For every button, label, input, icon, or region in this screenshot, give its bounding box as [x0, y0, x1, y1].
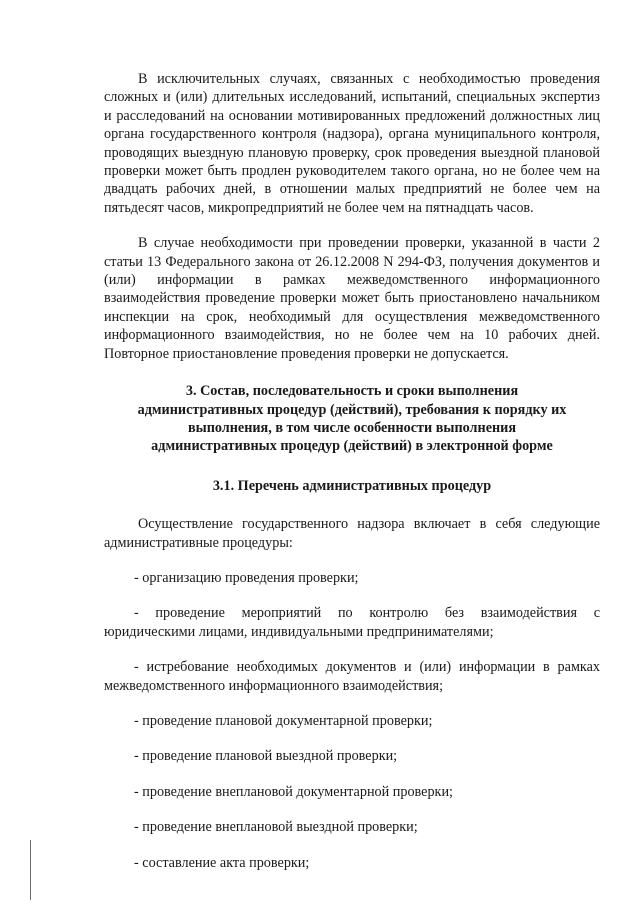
paragraph-extension-of-inspection: В исключительных случаях, связанных с необходимостью проведения сложных и (или) длительных исследований, испытаний, специальных экспертиз и расследований на основании мотивированных предложений должностных лиц органа государственного контроля (надзора), органа муниципального контроля, проводящих выездную плановую проверку, срок проведения выездной плановой проверки может быть продлен руководителем такого органа, но не более чем на двадцать рабочих дней, в отношении малых предприятий не более чем на пятьдесят часов, микропредприятий не более чем на пятнадцать часов.	[104, 71, 600, 216]
list-item: - проведение плановой выездной проверки;	[134, 748, 398, 765]
procedures-list	[104, 569, 600, 872]
list-item: - организацию проведения проверки;	[134, 569, 359, 586]
section-heading: 3. Состав, последовательность и сроки выполнения административных процедур (действий), требования к порядку их выполнения, в том числе особенности выполнения административных процедур (действий) в электронной форме	[137, 383, 567, 455]
list-item: - проведение плановой документарной проверки;	[134, 712, 433, 729]
list-item: - истребование необходимых документов и (или) информации в рамках межведомственного информационного взаимодействия;	[104, 659, 600, 694]
list-item: - составление акта проверки;	[134, 854, 310, 871]
procedures-intro: Осуществление государственного надзора включает в себя следующие административные процедуры:	[104, 516, 600, 551]
list-item: - проведение внеплановой документарной проверки;	[134, 783, 453, 800]
document-body	[104, 70, 600, 872]
paragraph-suspension-of-inspection: В случае необходимости при проведении проверки, указанной в части 2 статьи 13 Федерального закона от 26.12.2008 N 294-ФЗ, получения документов и (или) информации в рамках межведомственного информационного взаимодействия проведение проверки может быть приостановлено начальником инспекции на срок, необходимый для осуществления межведомственного информационного взаимодействия, но не более чем на 10 рабочих дней. Повторное приостановление проведения проверки не допускается.	[104, 235, 600, 362]
list-item: - проведение внеплановой выездной проверки;	[134, 819, 418, 836]
scan-edge-mark	[30, 840, 31, 900]
list-item: - проведение мероприятий по контролю без взаимодействия с юридическими лицами, индивидуальными предпринимателями;	[104, 605, 600, 640]
subsection-heading: 3.1. Перечень административных процедур	[212, 477, 492, 494]
